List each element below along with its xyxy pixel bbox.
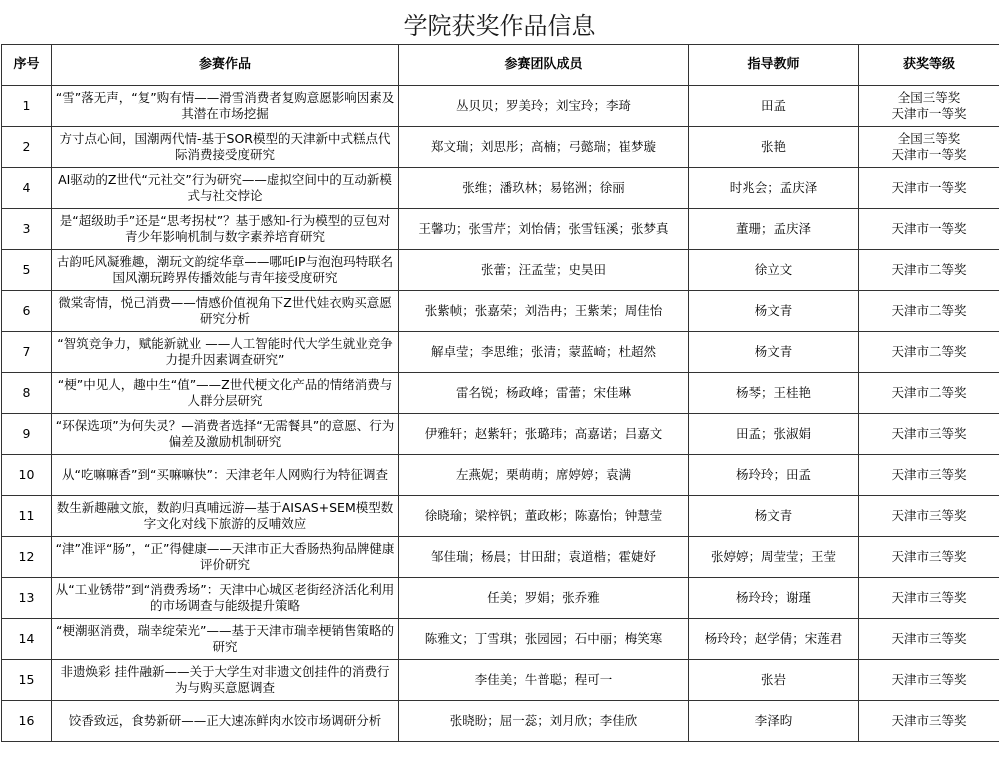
cell-work: 是“超级助手”还是“思考拐杖”？基于感知-行为模型的豆包对青少年影响机制与数字素养培育研究 [52, 209, 399, 250]
cell-award [859, 496, 999, 537]
awards-table [1, 44, 999, 742]
award-level: 天津市一等奖 [891, 147, 967, 162]
award-level: 天津市一等奖 [891, 106, 967, 121]
cell-teacher: 张岩 [689, 660, 859, 701]
cell-work: “智筑竞争力，赋能新就业 ——人工智能时代大学生就业竞争力提升因素调查研究” [52, 332, 399, 373]
cell-team: 王馨功；张雪芹；刘怡倩；张雪钰溪；张梦真 [399, 209, 689, 250]
table-row [2, 332, 999, 373]
table-row [2, 209, 999, 250]
cell-work: AI驱动的Z世代“元社交”行为研究——虚拟空间中的互动新模式与社交悖论 [52, 168, 399, 209]
cell-work: 非遗焕彩 挂件融新——关于大学生对非遗文创挂件的消费行为与购买意愿调查 [52, 660, 399, 701]
cell-teacher: 张婷婷；周莹莹；王莹 [689, 537, 859, 578]
cell-work: 数生新趣融文旅，数韵归真哺远游—基于AISAS+SEM模型数字文化对线下旅游的反哺效应 [52, 496, 399, 537]
cell-award [859, 660, 999, 701]
cell-index: 6 [2, 291, 52, 332]
cell-team: 徐晓瑜；梁梓钒；董政彬；陈嘉怡；钟慧莹 [399, 496, 689, 537]
cell-team: 李佳美；牛普聪；程可一 [399, 660, 689, 701]
cell-work: “津”准评“肠”，“正”得健康——天津市正大香肠热狗品牌健康评价研究 [52, 537, 399, 578]
table-row [2, 496, 999, 537]
cell-index: 11 [2, 496, 52, 537]
cell-work: 微棠寄情，悦己消费——情感价值视角下Z世代娃衣购买意愿研究分析 [52, 291, 399, 332]
table-row [2, 373, 999, 414]
header-index: 序号 [2, 45, 52, 86]
cell-award [859, 127, 999, 168]
cell-teacher: 杨玲玲；赵学倩；宋莲君 [689, 619, 859, 660]
cell-team: 张蕾；汪孟莹；史昊田 [399, 250, 689, 291]
cell-team: 张晓盼；屈一蕊；刘月欣；李佳欣 [399, 701, 689, 742]
cell-teacher: 杨琴；王桂艳 [689, 373, 859, 414]
award-level: 天津市二等奖 [891, 262, 967, 277]
cell-index: 9 [2, 414, 52, 455]
cell-work: 从“工业锈带”到“消费秀场”：天津中心城区老街经济活化利用的市场调查与能级提升策略 [52, 578, 399, 619]
cell-teacher: 董珊；孟庆泽 [689, 209, 859, 250]
award-level: 天津市三等奖 [891, 631, 967, 646]
cell-teacher: 杨文青 [689, 332, 859, 373]
cell-index: 12 [2, 537, 52, 578]
table-row [2, 414, 999, 455]
cell-index: 3 [2, 209, 52, 250]
cell-team: 陈雅文；丁雪琪；张园园；石中丽；梅笑寒 [399, 619, 689, 660]
award-level: 天津市三等奖 [891, 426, 967, 441]
cell-award [859, 332, 999, 373]
award-level: 天津市三等奖 [891, 590, 967, 605]
cell-index: 1 [2, 86, 52, 127]
cell-team: 解卓莹；李思维；张清；蒙蓝崎；杜超然 [399, 332, 689, 373]
cell-work: “雪”落无声，“复”购有情——滑雪消费者复购意愿影响因素及其潜在市场挖掘 [52, 86, 399, 127]
cell-index: 8 [2, 373, 52, 414]
cell-team: 张紫帧；张嘉荣；刘浩冉；王紫茉；周佳怡 [399, 291, 689, 332]
table-row [2, 127, 999, 168]
award-level: 天津市三等奖 [891, 549, 967, 564]
award-level: 天津市二等奖 [891, 344, 967, 359]
cell-award [859, 537, 999, 578]
award-level: 天津市二等奖 [891, 303, 967, 318]
cell-award [859, 168, 999, 209]
cell-award [859, 701, 999, 742]
cell-teacher: 张艳 [689, 127, 859, 168]
award-level: 天津市三等奖 [891, 508, 967, 523]
table-row [2, 701, 999, 742]
cell-index: 15 [2, 660, 52, 701]
cell-work: 方寸点心间，国潮两代情-基于SOR模型的天津新中式糕点代际消费接受度研究 [52, 127, 399, 168]
cell-award [859, 209, 999, 250]
cell-index: 16 [2, 701, 52, 742]
award-level: 天津市一等奖 [891, 221, 967, 236]
cell-work: “环保选项”为何失灵？—消费者选择“无需餐具”的意愿、行为偏差及激励机制研究 [52, 414, 399, 455]
cell-work: 饺香致远，食势新研——正大速冻鲜肉水饺市场调研分析 [52, 701, 399, 742]
cell-work: 从“吃嘛嘛香”到“买嘛嘛快”：天津老年人网购行为特征调查 [52, 455, 399, 496]
table-row [2, 250, 999, 291]
table-row [2, 168, 999, 209]
cell-index: 4 [2, 168, 52, 209]
cell-award [859, 86, 999, 127]
cell-teacher: 杨文青 [689, 291, 859, 332]
cell-team: 任美；罗娟；张乔雅 [399, 578, 689, 619]
header-team: 参赛团队成员 [399, 45, 689, 86]
cell-teacher: 田孟；张淑娟 [689, 414, 859, 455]
cell-team: 丛贝贝；罗美玲；刘宝玲；李琦 [399, 86, 689, 127]
cell-team: 邹佳瑞；杨晨；甘田甜；袁道楷；霍婕妤 [399, 537, 689, 578]
cell-team: 伊雅轩；赵紫轩；张璐玮；高嘉诺；吕嘉文 [399, 414, 689, 455]
cell-work: 古韵吒风凝雅趣，潮玩文韵绽华章——哪吒IP与泡泡玛特联名国风潮玩跨界传播效能与青年接受度研究 [52, 250, 399, 291]
award-level: 天津市一等奖 [891, 180, 967, 195]
header-work: 参赛作品 [52, 45, 399, 86]
award-level: 天津市三等奖 [891, 672, 967, 687]
award-level: 天津市三等奖 [891, 713, 967, 728]
award-level: 全国三等奖 [897, 90, 961, 105]
cell-award [859, 455, 999, 496]
cell-teacher: 杨玲玲；谢瑾 [689, 578, 859, 619]
cell-team: 左燕妮；栗萌萌；席婷婷；袁满 [399, 455, 689, 496]
cell-team: 郑文瑞；刘思彤；高楠；弓懿瑞；崔梦璇 [399, 127, 689, 168]
award-level: 天津市二等奖 [891, 385, 967, 400]
table-row [2, 619, 999, 660]
cell-award [859, 250, 999, 291]
cell-teacher: 杨文青 [689, 496, 859, 537]
page-title: 学院获奖作品信息 [403, 12, 596, 40]
table-row [2, 578, 999, 619]
cell-work: “梗”中见人，趣中生“值”——Z世代梗文化产品的情绪消费与人群分层研究 [52, 373, 399, 414]
cell-teacher: 田孟 [689, 86, 859, 127]
cell-award [859, 619, 999, 660]
cell-index: 13 [2, 578, 52, 619]
cell-index: 10 [2, 455, 52, 496]
table-row [2, 537, 999, 578]
table-row [2, 660, 999, 701]
cell-award [859, 414, 999, 455]
cell-work: “梗潮驱消费，瑞幸绽荣光”——基于天津市瑞幸梗销售策略的研究 [52, 619, 399, 660]
table-row [2, 455, 999, 496]
cell-teacher: 杨玲玲；田孟 [689, 455, 859, 496]
cell-team: 张维；潘玖林；易铭洲；徐丽 [399, 168, 689, 209]
header-teacher: 指导教师 [689, 45, 859, 86]
award-level: 全国三等奖 [897, 131, 961, 146]
cell-teacher: 徐立文 [689, 250, 859, 291]
award-level: 天津市三等奖 [891, 467, 967, 482]
cell-index: 7 [2, 332, 52, 373]
header-award: 获奖等级 [859, 45, 999, 86]
cell-index: 5 [2, 250, 52, 291]
table-row [2, 86, 999, 127]
cell-award [859, 291, 999, 332]
table-row [2, 291, 999, 332]
cell-index: 14 [2, 619, 52, 660]
cell-index: 2 [2, 127, 52, 168]
cell-award [859, 578, 999, 619]
cell-teacher: 时兆会；孟庆泽 [689, 168, 859, 209]
cell-team: 雷名锐；杨政峰；雷蕾；宋佳琳 [399, 373, 689, 414]
cell-award [859, 373, 999, 414]
table-body [2, 86, 999, 742]
table-header-row [2, 45, 999, 86]
cell-teacher: 李泽昀 [689, 701, 859, 742]
